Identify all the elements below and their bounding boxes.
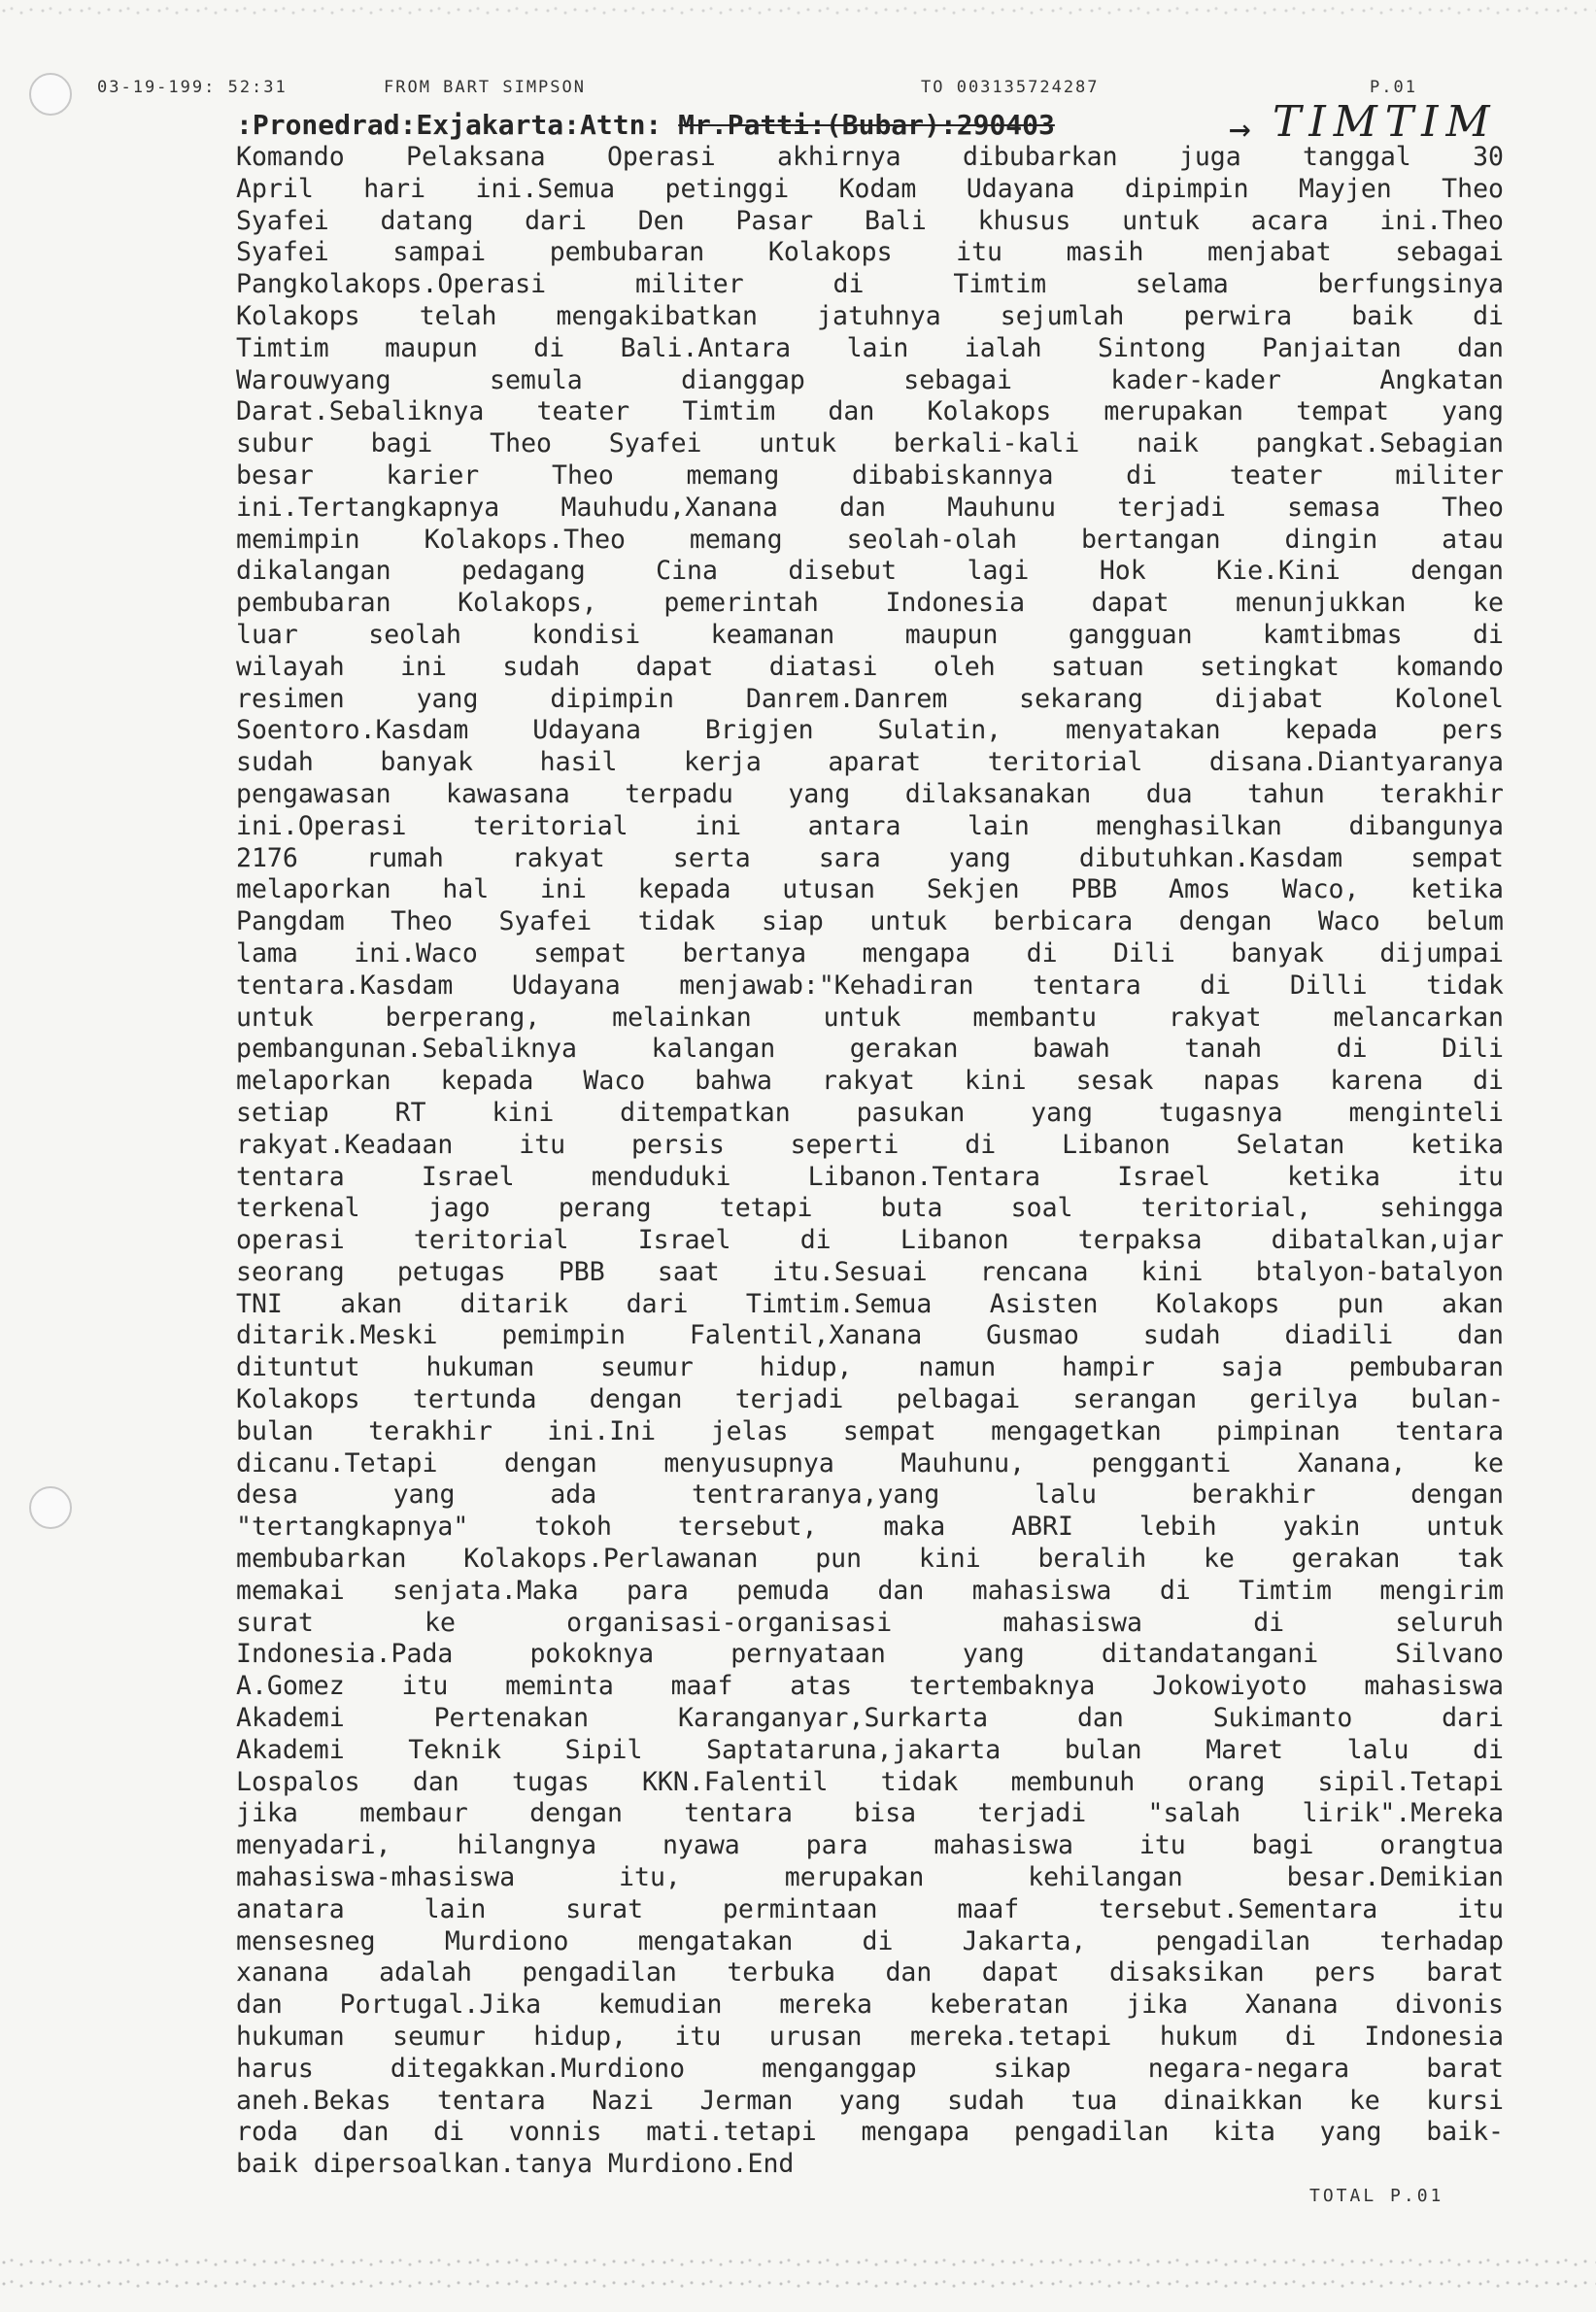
fax-header — [97, 78, 1457, 103]
body-line: sudah banyak hasil kerja aparat teritorial disana.Diantyaranya — [236, 747, 1504, 778]
body-line: surat ke organisasi-organisasi mahasiswa di seluruh — [236, 1607, 1504, 1638]
body-line: aneh.Bekas tentara Nazi Jerman yang sudah tua dinaikkan ke kursi — [236, 2085, 1504, 2116]
body-line: desa yang ada tentraranya,yang lalu berakhir dengan — [236, 1479, 1504, 1511]
bottom-scan-noise — [0, 2252, 1596, 2300]
body-line: 2176 rumah rakyat serta sara yang dibutuhkan.Kasdam sempat — [236, 842, 1504, 873]
body-line: tentara.Kasdam Udayana menjawab:"Kehadiran tentara di Dilli tidak — [236, 969, 1504, 1001]
body-line: Lospalos dan tugas KKN.Falentil tidak membunuh orang sipil.Tetapi — [236, 1766, 1504, 1797]
body-line: Syafei sampai pembubaran Kolakops itu masih menjabat sebagai — [236, 237, 1504, 268]
body-line: Warouwyang semula dianggap sebagai kader-kader Angkatan — [236, 364, 1504, 395]
body-line: luar seolah kondisi keamanan maupun gangguan kamtibmas di — [236, 619, 1504, 650]
arrow-right-icon: → — [1229, 107, 1251, 150]
top-scan-noise — [0, 0, 1596, 21]
body-line: lama ini.Waco sempat bertanya mengapa di Dili banyak dijumpai — [236, 937, 1504, 969]
body-line: dicanu.Tetapi dengan menyusupnya Mauhunu, pengganti Xanana, ke — [236, 1447, 1504, 1479]
handwritten-note: TIMTIM — [1273, 97, 1498, 147]
body-line: Syafei datang dari Den Pasar Bali khusus untuk acara ini.Theo — [236, 205, 1504, 236]
fax-from: FROM BART SIMPSON — [384, 78, 586, 97]
body-line: subur bagi Theo Syafei untuk berkali-kali naik pangkat.Sebagian — [236, 428, 1504, 459]
body-line: mensesneg Murdiono mengatakan di Jakarta, pengadilan terhadap — [236, 1925, 1504, 1956]
body-line: A.Gomez itu meminta maaf atas tertembaknya Jokowiyoto mahasiswa — [236, 1671, 1504, 1702]
body-line: Darat.Sebaliknya teater Timtim dan Kolakops merupakan tempat yang — [236, 396, 1504, 427]
body-line: resimen yang dipimpin Danrem.Danrem sekarang dijabat Kolonel — [236, 683, 1504, 714]
body-line: dan Portugal.Jika kemudian mereka keberatan jika Xanana divonis — [236, 1989, 1504, 2021]
body-line: operasi teritorial Israel di Libanon terpaksa dibatalkan,ujar — [236, 1225, 1504, 1256]
body-line: seorang petugas PBB saat itu.Sesuai rencana kini btalyon-batalyon — [236, 1256, 1504, 1287]
punch-hole-top — [29, 73, 72, 116]
body-line: pembubaran Kolakops, pemerintah Indonesia dapat menunjukkan ke — [236, 588, 1504, 619]
body-line: TNI akan ditarik dari Timtim.Semua Asisten Kolakops pun akan — [236, 1288, 1504, 1319]
body-line: membubarkan Kolakops.Perlawanan pun kini beralih ke gerakan tak — [236, 1544, 1504, 1575]
body-line: Komando Pelaksana Operasi akhirnya dibubarkan juga tanggal 30 — [236, 142, 1504, 172]
body-line: anatara lain surat permintaan maaf tersebut.Sementara itu — [236, 1893, 1504, 1924]
body-line: ditarik.Meski pemimpin Falentil,Xanana Gusmao sudah diadili dan — [236, 1320, 1504, 1351]
body-line: pengawasan kawasana terpadu yang dilaksanakan dua tahun terakhir — [236, 778, 1504, 809]
body-line: menyadari, hilangnya nyawa para mahasiswa itu bagi orangtua — [236, 1830, 1504, 1861]
body-line: Timtim maupun di Bali.Antara lain ialah Sintong Panjaitan dan — [236, 332, 1504, 363]
body-line: melaporkan kepada Waco bahwa rakyat kini sesak napas karena di — [236, 1066, 1504, 1097]
body-line: Pangkolakops.Operasi militer di Timtim selama berfungsinya — [236, 269, 1504, 300]
body-line: Akademi Teknik Sipil Saptataruna,jakarta bulan Maret lalu di — [236, 1734, 1504, 1765]
body-line: Akademi Pertenakan Karanganyar,Surkarta dan Sukimanto dari — [236, 1703, 1504, 1734]
body-line: baik dipersoalkan.tanya Murdiono.End — [236, 2149, 795, 2180]
body-line: rakyat.Keadaan itu persis seperti di Libanon Selatan ketika — [236, 1129, 1504, 1160]
fax-total-pages: TOTAL P.01 — [1309, 2186, 1444, 2206]
body-line: harus ditegakkan.Murdiono menganggap sikap negara-negara barat — [236, 2053, 1504, 2084]
address-attn-struck: Mr.Patti:(Bubar):290403 — [678, 109, 1055, 141]
fax-datetime: 03-19-199: 52:31 — [97, 78, 288, 97]
body-line: ini.Tertangkapnya Mauhudu,Xanana dan Mauhunu terjadi semasa Theo — [236, 492, 1504, 523]
body-line: Kolakops telah mengakibatkan jatuhnya sejumlah perwira baik di — [236, 300, 1504, 331]
body-line: memimpin Kolakops.Theo memang seolah-olah bertangan dingin atau — [236, 524, 1504, 555]
fax-page-number: P.01 — [1370, 78, 1417, 97]
body-line: xanana adalah pengadilan terbuka dan dapat disaksikan pers barat — [236, 1957, 1504, 1989]
body-line: jika membaur dengan tentara bisa terjadi "salah lirik".Mereka — [236, 1798, 1504, 1829]
address-line — [236, 109, 1055, 141]
body-line: dituntut hukuman seumur hidup, namun hampir saja pembubaran — [236, 1352, 1504, 1383]
body-line: dikalangan pedagang Cina disebut lagi Hok Kie.Kini dengan — [236, 556, 1504, 587]
address-prefix: :Pronedrad:Exjakarta:Attn: — [236, 109, 679, 141]
body-line: hukuman seumur hidup, itu urusan mereka.tetapi hukum di Indonesia — [236, 2022, 1504, 2053]
body-line: memakai senjata.Maka para pemuda dan mahasiswa di Timtim mengirim — [236, 1575, 1504, 1606]
body-line: wilayah ini sudah dapat diatasi oleh satuan setingkat komando — [236, 651, 1504, 682]
body-line: tentara Israel menduduki Libanon.Tentara Israel ketika itu — [236, 1161, 1504, 1192]
body-line: mahasiswa-mhasiswa itu, merupakan kehilangan besar.Demikian — [236, 1862, 1504, 1893]
document-body — [236, 142, 1504, 2181]
body-line: besar karier Theo memang dibabiskannya di teater militer — [236, 459, 1504, 491]
body-line: setiap RT kini ditempatkan pasukan yang tugasnya menginteli — [236, 1097, 1504, 1128]
body-line: bulan terakhir ini.Ini jelas sempat mengagetkan pimpinan tentara — [236, 1415, 1504, 1446]
body-line: "tertangkapnya" tokoh tersebut, maka ABRI lebih yakin untuk — [236, 1512, 1504, 1543]
body-line: Pangdam Theo Syafei tidak siap untuk berbicara dengan Waco belum — [236, 906, 1504, 937]
body-line: untuk berperang, melainkan untuk membantu rakyat melancarkan — [236, 1002, 1504, 1033]
body-line: Indonesia.Pada pokoknya pernyataan yang ditandatangani Silvano — [236, 1639, 1504, 1670]
body-line: melaporkan hal ini kepada utusan Sekjen PBB Amos Waco, ketika — [236, 874, 1504, 905]
body-line: pembangunan.Sebaliknya kalangan gerakan bawah tanah di Dili — [236, 1034, 1504, 1065]
body-line: ini.Operasi teritorial ini antara lain menghasilkan dibangunya — [236, 810, 1504, 841]
body-line: terkenal jago perang tetapi buta soal teritorial, sehingga — [236, 1193, 1504, 1224]
body-line: April hari ini.Semua petinggi Kodam Udayana dipimpin Mayjen Theo — [236, 173, 1504, 204]
body-line: Soentoro.Kasdam Udayana Brigjen Sulatin, menyatakan kepada pers — [236, 715, 1504, 746]
body-line: Kolakops tertunda dengan terjadi pelbagai serangan gerilya bulan- — [236, 1384, 1504, 1415]
fax-to: TO 003135724287 — [921, 78, 1100, 97]
body-line: roda dan di vonnis mati.tetapi mengapa pengadilan kita yang baik- — [236, 2117, 1504, 2148]
punch-hole-bottom — [29, 1486, 72, 1529]
